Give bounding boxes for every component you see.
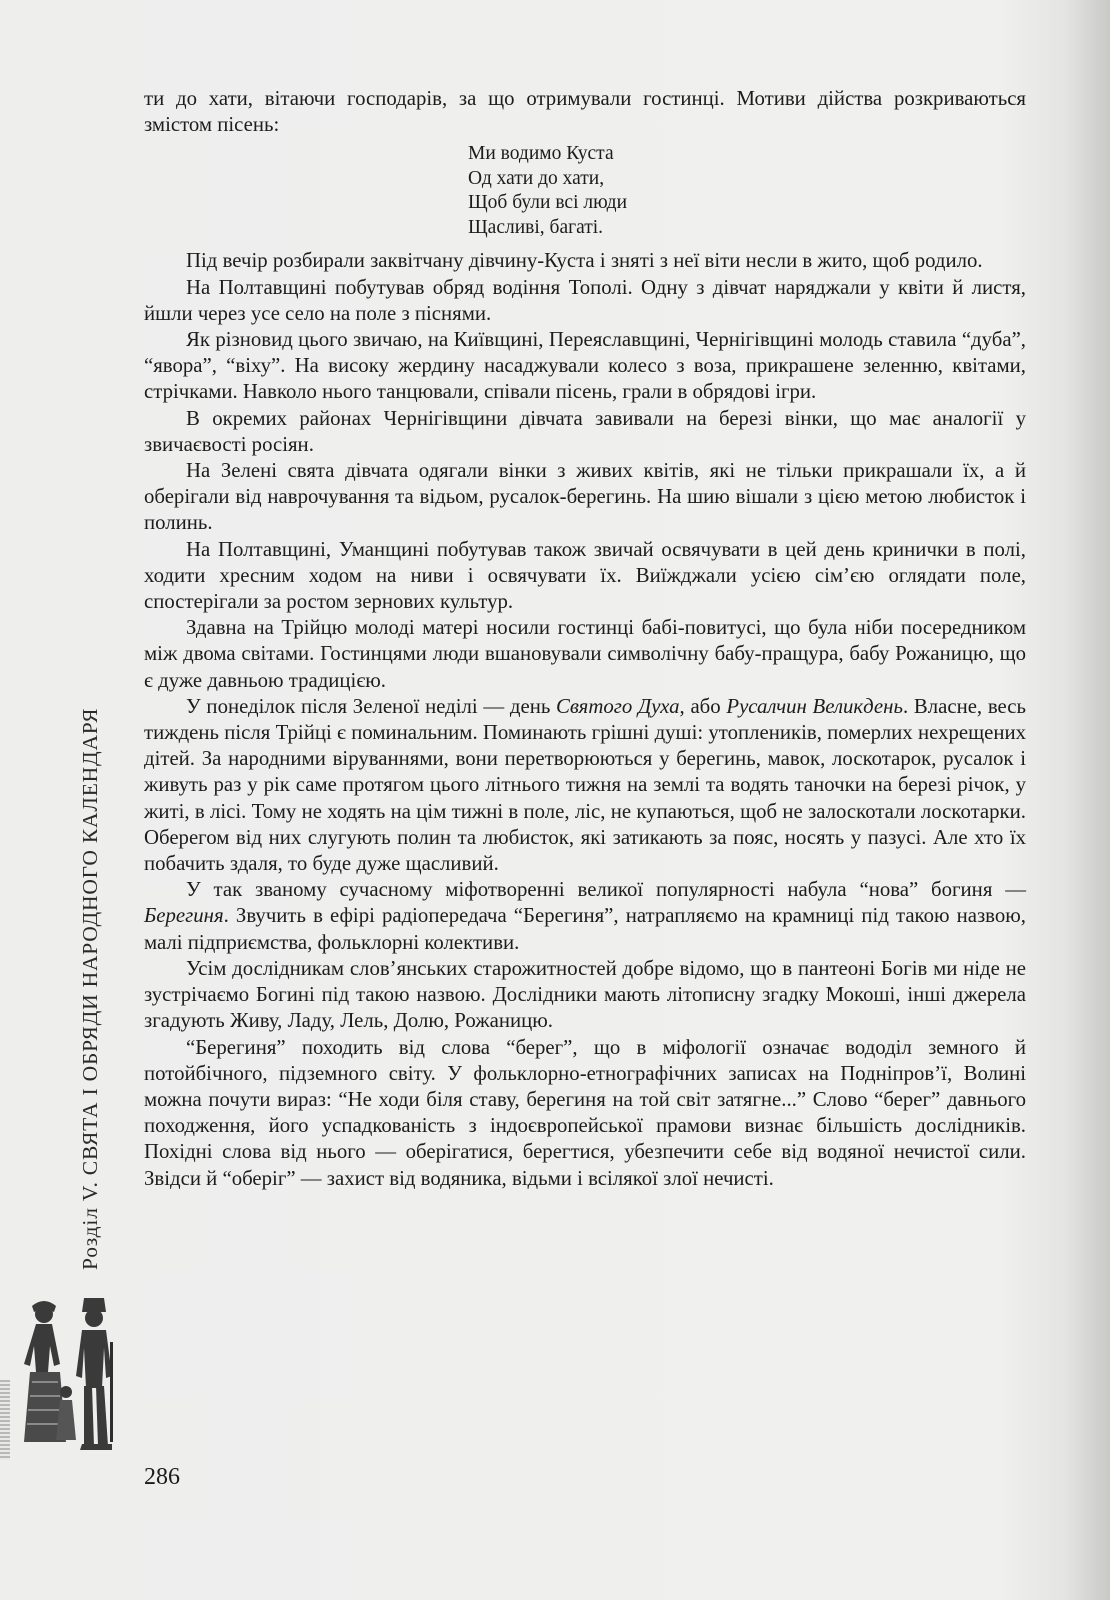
paragraph: На Полтавщині побутував обряд водіння Тополі. Одну з дівчат наряджали у квіти й листя, йшли через усе село на поле з піснями.	[144, 275, 1026, 325]
paragraph: Під вечір розбирали заквітчану дівчину-Куста і зняті з неї віти несли в жито, щоб родило.	[186, 249, 983, 273]
paragraph: На Зелені свята дівчата одягали вінки з живих квітів, які не тільки прикрашали їх, а й оберігали від наврочування та відьом, русалок-берегинь. На шию вішали з цією метою любисток і полинь.	[144, 459, 1026, 535]
text-run: . Звучить в ефірі радіопередача “Берегиня”, натрапляємо на крамниці під такою назвою, малі підприємства, фольклорні колективи.	[144, 904, 1026, 954]
text-run: , або	[679, 694, 727, 718]
paragraph: Здавна на Трійцю молоді матері носили гостинці бабі-повитусі, що була ніби посередником між двома світами. Гостинцями люди вшановували символічну бабу-пращура, бабу Рожаницю, що є дуже давньою традицією.	[144, 616, 1026, 692]
song-verse	[468, 142, 1026, 240]
paragraph: “Берегиня” походить від слова “берег”, що в міфології означає вододіл земного й потойбічного, підземного світу. У фольклорно-етнографічних записах на Подніпров’ї, Волині можна почути вираз: “Не ходи біля ставу, берегиня на той світ затягне...” Слово “берег” давнього походження, його успадкованість з індоєвропейської прамови визнає більшість дослідників. Похідні слова від нього — оберігатися, берегтися, убезпечити себе від водяної нечистої сили. Звідси й “оберіг” — захист від водяника, відьми і всілякої злої нечисті.	[144, 1035, 1026, 1190]
verse-line: Од хати до хати,	[468, 167, 605, 189]
text-run: . Власне, весь тиждень після Трійці є поминальним. Поминають грішні душі: утоплеників, померлих нехрещених дітей. За народними віруваннями, вони перетворюються у берегинь, мавок, лоскотарок, русалок і живуть раз у рік саме протягом цього літнього тижня на землі та водять таночки на березі річок, у житі, в лісі. Тому не ходять на цім тижні в поле, ліс, не купаються, щоб не залоскотали лоскотарки. Оберегом від них слугують полин та любисток, які затикають за пояс, носять у пазусі. Але хто їх побачить здаля, то буде дуже щасливий.	[144, 694, 1027, 876]
paragraph-berehynia	[144, 877, 1026, 956]
folk-figures-illustration	[6, 1292, 136, 1462]
paragraph: В окремих районах Чернігівщини дівчата завивали на березі вінки, що має аналогії у звичаєвості росіян.	[144, 406, 1026, 456]
verse-line: Ми водимо Куста	[468, 143, 614, 165]
emphasis-berehynia: Берегиня	[144, 904, 224, 928]
paragraph: Усім дослідникам слов’янських старожитностей добре відомо, що в пантеоні Богів ми ніде не зустрічаємо Богині під такою назвою. Дослідники мають літописну згадку Мокоші, інші джерела згадують Живу, Ладу, Лель, Долю, Рожаницю.	[144, 956, 1026, 1033]
page-edge-strip	[0, 1380, 10, 1460]
verse-line: Щасливі, багаті.	[468, 216, 604, 238]
verse-line: Щоб були всі люди	[468, 192, 628, 214]
paragraph: Як різновид цього звичаю, на Київщині, Переяславщині, Чернігівщині молодь ставила “дуба”, “явора”, “віху”. На високу жердину насаджували колесо з воза, прикрашене зеленню, квітами, стрічками. Навколо нього танцювали, співали пісень, грали в обрядові ігри.	[144, 328, 1026, 404]
text-run: У понеділок після Зеленої неділі — день	[186, 694, 557, 718]
intro-paragraph: ти до хати, вітаючи господарів, за що отримували гостинці. Мотиви дійства розкриваються змістом пісень:	[144, 87, 1026, 137]
paragraph: На Полтавщині, Уманщині побутував також звичай освячувати в цей день кринички в полі, ходити хресним ходом на ниви і освячувати їх. Виїжджали усією сім’єю оглядати поле, спостерігали за ростом зернових культур.	[144, 537, 1026, 614]
text-run: У так званому сучасному міфотворенні великої популярності набула “нова” богиня —	[186, 878, 1026, 902]
emphasis-rusalchyn-velykden: Русалчин Великдень	[726, 694, 903, 718]
main-text	[144, 86, 1026, 1192]
emphasis-holy-spirit: Святого Духа	[556, 694, 680, 718]
page-number: 286	[144, 1464, 180, 1490]
paragraph-rusalchyn-velykden	[144, 694, 1026, 877]
chapter-side-title: Розділ V. СВЯТА І ОБРЯДИ НАРОДНОГО КАЛЕНДАРЯ	[78, 707, 102, 1270]
